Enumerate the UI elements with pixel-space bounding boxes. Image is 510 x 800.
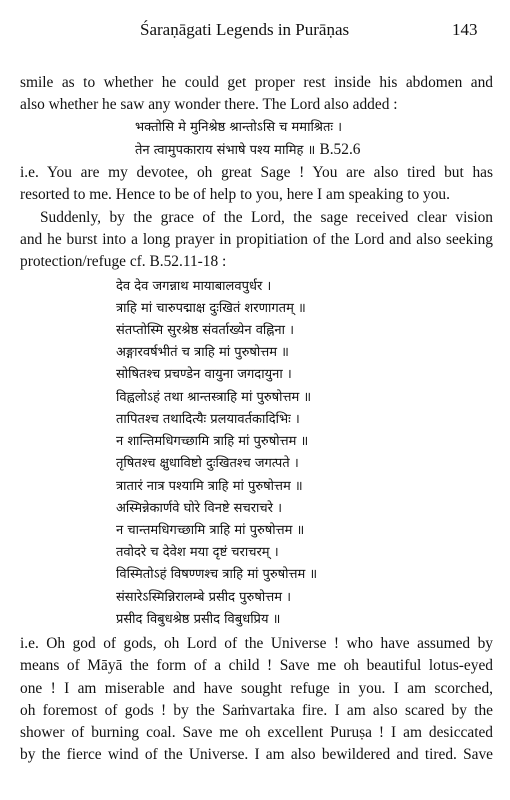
paragraph-2 xyxy=(20,162,493,207)
stanza-line: विह्वलोऽहं तथा श्रान्तस्त्राहि मां पुरुषोत्तम ॥ xyxy=(116,389,312,405)
text-line: protection/refuge cf. B.52.11-18 : xyxy=(20,253,227,271)
stanza-line: त्राहि मां चारुपद्माक्ष दुःखितं शरणागतम् ॥ xyxy=(116,300,306,316)
text-line: smile as to whether he could get proper rest inside his abdomen and xyxy=(20,74,493,91)
text-line: oh foremost of gods ! by the Saṁvartaka fire. I am also scared by the xyxy=(20,701,493,719)
paragraph-4 xyxy=(20,633,493,767)
paragraph-1 xyxy=(20,72,493,117)
stanza-line: अङ्गारवर्षभीतं च त्राहि मां पुरुषोत्तम ॥ xyxy=(116,345,289,361)
paragraph-3 xyxy=(20,207,493,274)
page-body xyxy=(20,72,493,767)
stanza-line: त्रातारं नात्र पश्यामि त्राहि मां पुरुषोत्तम ॥ xyxy=(116,478,303,494)
stanza-line: तापितश्च तथादित्यैः प्रलयावर्तकादिभिः । xyxy=(116,411,300,427)
text-line: resorted to me. Hence to be of help to you, here I am speaking to you. xyxy=(20,186,450,204)
text-line: by the fierce wind of the Universe. I am also bewildered and tired. Save xyxy=(20,746,493,764)
stanza-line: प्रसीद विबुधश्रेष्ठ प्रसीद विबुधप्रिय ॥ xyxy=(116,611,281,627)
stanza-line: न चान्तमधिगच्छामि त्राहि मां पुरुषोत्तम ॥ xyxy=(116,522,305,538)
verse-line: भक्तोसि मे मुनिश्रेष्ठ श्रान्तोऽसि च ममाश्रितः । xyxy=(135,119,343,135)
stanza-line: संसारेऽस्मिन्निरालम्बे प्रसीद पुरुषोत्तम । xyxy=(116,589,292,605)
verse-line xyxy=(135,139,493,162)
text-line: means of Māyā the form of a child ! Save me oh beautiful lotus-eyed xyxy=(20,657,493,675)
page-number: 143 xyxy=(452,20,478,39)
stanza-line: विस्मितोऽहं विषण्णश्च त्राहि मां पुरुषोत्तम ॥ xyxy=(116,567,318,583)
text-line: and he burst into a long prayer in propitiation of the Lord and also seeking xyxy=(20,231,493,249)
text-line: i.e. You are my devotee, oh great Sage ! You are also tired but has xyxy=(20,164,493,182)
prayer-stanza xyxy=(20,276,493,631)
stanza-line: देव देव जगन्नाथ मायाबालवपुर्धर । xyxy=(116,278,272,294)
verse-line-text: तेन त्वामुपकाराय संभाषे पश्य मामिह ॥ xyxy=(135,142,316,158)
stanza-line: संतप्तोस्मि सुरश्रेष्ठ संवर्ताख्येन वह्निना । xyxy=(116,323,295,339)
stanza-line: न शान्तिमधिगच्छामि त्राहि मां पुरुषोत्तम ॥ xyxy=(116,434,309,450)
text-line: one ! I am miserable and have sought refuge in you. I am scorched, xyxy=(20,679,493,697)
stanza-line: तवोदरे च देवेश मया दृष्टं चराचरम् । xyxy=(116,545,279,561)
text-line: shower of burning coal. Save me oh excellent Puruṣa ! I am desiccated xyxy=(20,724,493,742)
stanza-line: तृषितश्च क्षुधाविष्टो दुःखितश्च जगत्पते । xyxy=(116,456,299,472)
verse-b52-6 xyxy=(20,117,493,163)
text-line: Suddenly, by the grace of the Lord, the sage received clear vision xyxy=(40,208,493,226)
stanza-line: सोषितश्च प्रचण्डेन वायुना जगदायुना । xyxy=(116,367,292,383)
verse-reference: B.52.6 xyxy=(319,140,361,158)
running-title: Śaraṇāgati Legends in Purāṇas xyxy=(140,20,350,39)
text-line: also whether he saw any wonder there. The Lord also added : xyxy=(20,96,398,114)
text-line: i.e. Oh god of gods, oh Lord of the Universe ! who have assumed by xyxy=(20,634,493,652)
stanza-line: अस्मिन्नेकार्णवे घोरे विनष्टे सचराचरे । xyxy=(116,500,283,516)
